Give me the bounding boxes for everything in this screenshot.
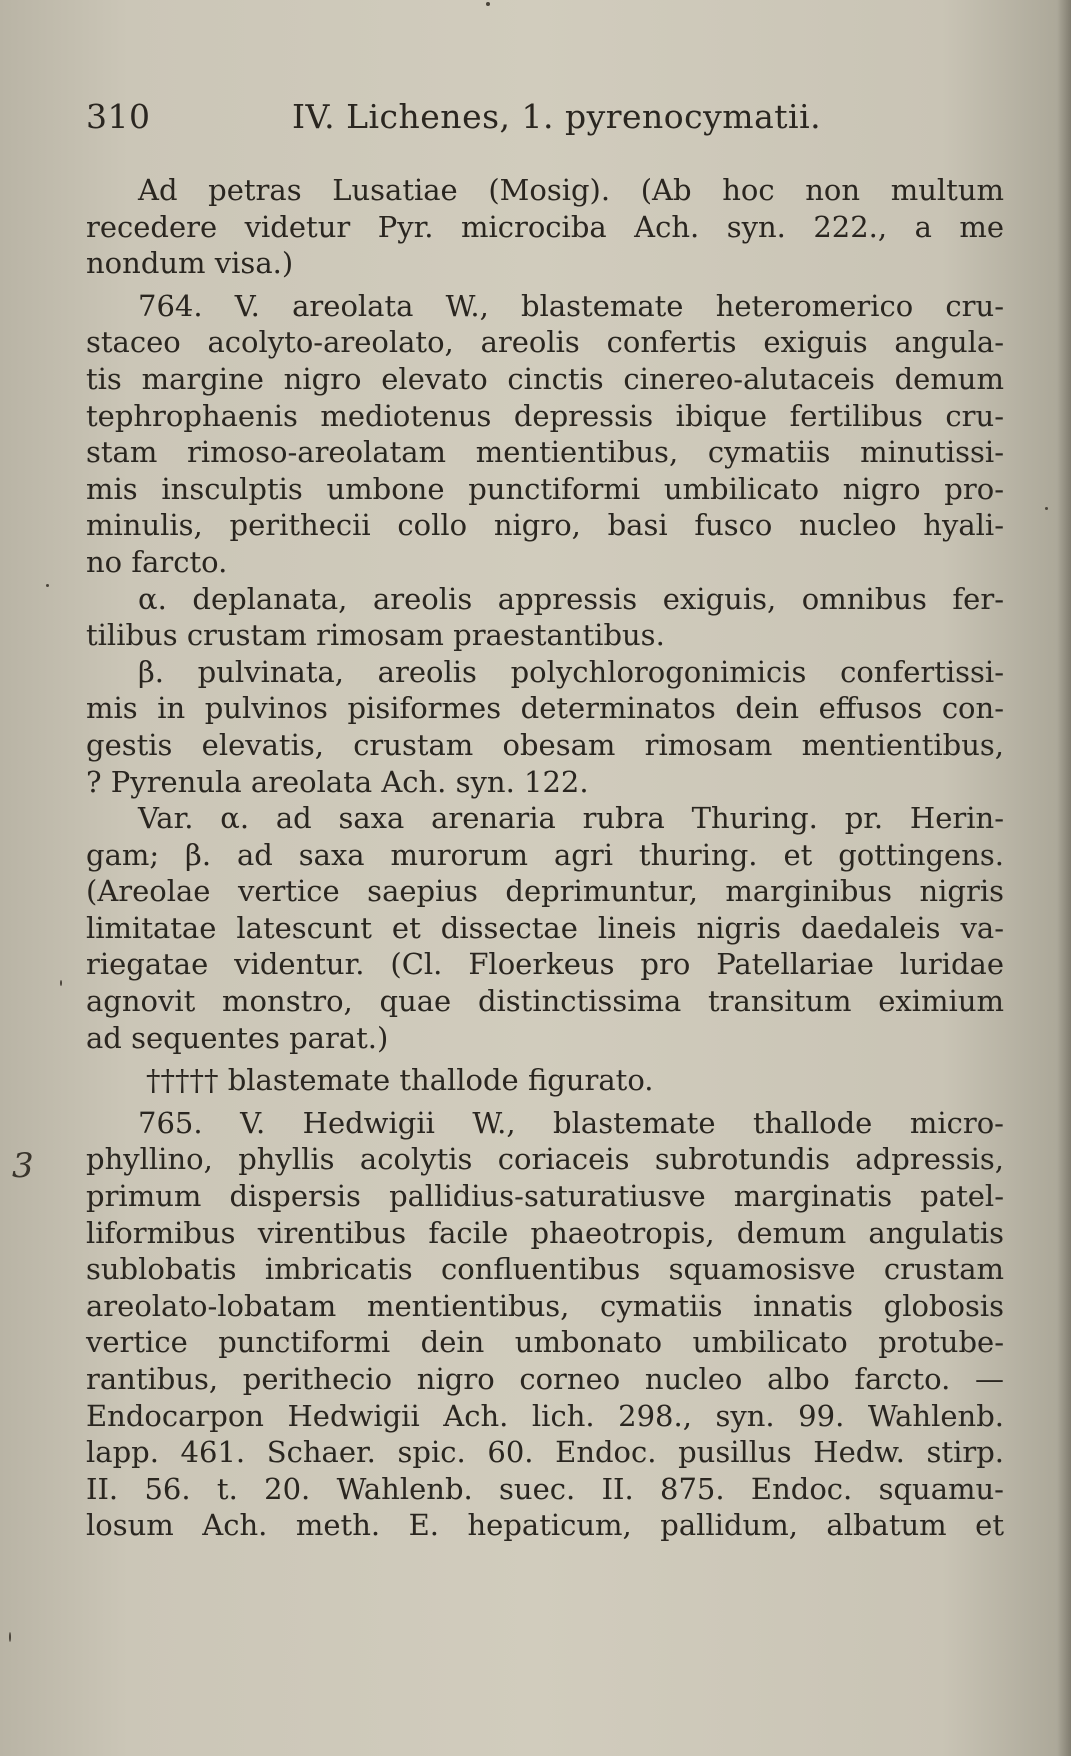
text-line: gestis elevatis, crustam obesam rimosam mentientibus, (86, 727, 1004, 762)
paper-speck (9, 1632, 11, 1642)
text-line: tephrophaenis mediotenus depressis ibique fertilibus cru- (86, 398, 1004, 433)
text-line: (Areolae vertice saepius deprimuntur, marginibus nigris (86, 874, 1004, 909)
text-line: Var. α. ad saxa arenaria rubra Thuring. pr. Herin- (138, 801, 1004, 836)
margin-annotation: 3 (12, 1146, 34, 1186)
text-line: sublobatis imbricatis confluentibus squamosisve crustam (86, 1252, 1004, 1287)
text-line: ad sequentes parat.) (86, 1020, 389, 1055)
page-number: 310 (86, 97, 151, 136)
text-line: areolato-lobatam mentientibus, cymatiis innatis globosis (86, 1288, 1004, 1323)
text-line: phyllino, phyllis acolytis coriaceis subrotundis adpressis, (86, 1142, 1004, 1177)
section-heading: ††††† blastemate thallode figurato. (146, 1063, 654, 1098)
text-line: agnovit monstro, quae distinctissima transitum eximium (86, 984, 1004, 1019)
text-line: no farcto. (86, 544, 228, 579)
body-text (86, 172, 1004, 1544)
text-line: losum Ach. meth. E. hepaticum, pallidum, albatum et (86, 1508, 1004, 1543)
text-line: lapp. 461. Schaer. spic. 60. Endoc. pusillus Hedw. stirp. (86, 1435, 1004, 1470)
text-line: tis margine nigro elevato cinctis cinereo-alutaceis demum (86, 361, 1004, 396)
text-line: α. deplanata, areolis appressis exiguis, omnibus fer- (138, 581, 1004, 616)
text-line: limitatae latescunt et dissectae lineis nigris daedaleis va- (86, 910, 1004, 945)
text-line: liformibus virentibus facile phaeotropis, demum angulatis (86, 1215, 1004, 1250)
page-header (86, 97, 1016, 141)
text-line: riegatae videntur. (Cl. Floerkeus pro Patellariae luridae (86, 947, 1004, 982)
text-line: Endocarpon Hedwigii Ach. lich. 298., syn. 99. Wahlenb. (86, 1398, 1004, 1433)
text-line: 764. V. areolata W., blastemate heteromerico cru- (138, 288, 1004, 323)
text-line: 765. V. Hedwigii W., blastemate thallode micro- (138, 1105, 1004, 1140)
text-line: tilibus crustam rimosam praestantibus. (86, 618, 665, 653)
text-line: ? Pyrenula areolata Ach. syn. 122. (86, 764, 589, 799)
paper-speck (46, 584, 49, 587)
text-line: staceo acolyto-areolato, areolis confertis exiguis angula- (86, 325, 1004, 360)
text-line: vertice punctiformi dein umbonato umbilicato protube- (86, 1325, 1004, 1360)
paper-speck (486, 2, 490, 6)
paper-speck (1045, 507, 1048, 510)
text-line: minulis, perithecii collo nigro, basi fusco nucleo hyali- (86, 508, 1004, 543)
text-line: primum dispersis pallidius-saturatiusve marginatis patel- (86, 1179, 1004, 1214)
text-line: mis in pulvinos pisiformes determinatos dein effusos con- (86, 691, 1004, 726)
text-line: gam; β. ad saxa murorum agri thuring. et gottingens. (86, 837, 1004, 872)
text-line: nondum visa.) (86, 246, 294, 281)
text-line: rantibus, perithecio nigro corneo nucleo albo farcto. — (86, 1362, 1004, 1396)
text-line: mis insculptis umbone punctiformi umbilicato nigro pro- (86, 471, 1004, 506)
text-line: β. pulvinata, areolis polychlorogonimicis confertissi- (138, 654, 1004, 689)
running-title: IV. Lichenes, 1. pyrenocymatii. (292, 97, 822, 136)
paper-speck (60, 980, 62, 986)
page-edge-shadow (1057, 0, 1071, 1756)
text-line: stam rimoso-areolatam mentientibus, cymatiis minutissi- (86, 435, 1004, 470)
text-line: II. 56. t. 20. Wahlenb. suec. II. 875. Endoc. squamu- (86, 1471, 1004, 1506)
text-line: recedere videtur Pyr. microciba Ach. syn. 222., a me (86, 209, 1004, 244)
text-line: Ad petras Lusatiae (Mosig). (Ab hoc non multum (138, 173, 1004, 207)
